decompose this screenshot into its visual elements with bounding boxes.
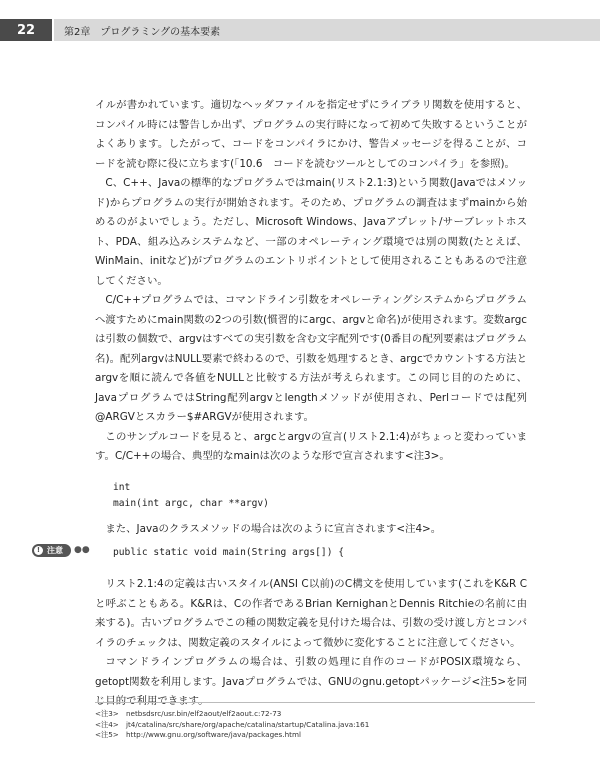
page-header [0,0,600,40]
note-tag [32,544,71,557]
footnote: <注3> netbsdsrc/usr.bin/elf2aout/elf2aout.c:72-73 [95,709,282,718]
page-body [95,96,527,712]
footnote: <注5> http://www.gnu.org/software/java/packages.html [95,730,301,739]
paragraph: コマンドラインプログラムの場合は、引数の処理に自作のコードがPOSIX環境なら、getopt関数を利用します。Javaプログラムでは、GNUのgnu.getoptパッケージ<注5>を同じ目的で利用できます。 [95,656,527,707]
chapter-title: 第2章 プログラミングの基本要素 [54,19,600,41]
footnotes [95,702,535,741]
note-dots: ●● [74,545,90,555]
page-number: 22 [0,19,52,41]
paragraph: C/C++プログラムでは、コマンドライン引数をオペレーティングシステムからプログラムへ渡すためにmain関数の2つの引数(慣習的にargc、argvと命名)が使用されます。変数argcは引数の個数で、argvはすべての実引数を含む文字配列です(0番目の配列要素はプログラム名)。配列argvはNULL要素で終わるので、引数を処理するとき、argcでカウントする方法とargvを順に読んで各値をNULLと比較する方法が考えられます。この同じ目的のために、JavaプログラムではString配列argvとlengthメソッドが使用され、Perlコードでは配列@ARGVとスカラー$#ARGVが使用されます。 [95,294,527,423]
paragraph: このサンプルコードを見ると、argcとargvの宣言(リスト2.1:4)がちょっと変わっています。C/C++の場合、典型的なmainは次のような形で宣言されます<注3>。 [95,430,527,462]
paragraph: C、C++、Javaの標準的なプログラムではmain(リスト2.1:3)という関数(Javaではメソッド)からプログラムの実行が開始されます。そのため、プログラムの調査はまずmainから始めるのがよいでしょう。ただし、Microsoft Windows、Javaアプレット/サーブレットホスト、PDA、組み込みシステムなど、一部のオペレーティング環境では別の関数(たとえば、WinMain、initなど)がプログラムのエントリポイントとして使用されることもあるので注意してください。 [95,177,527,287]
paragraph: また、Javaのクラスメソッドの場合は次のように宣言されます<注4>。 [105,522,442,535]
note-marker [32,543,92,557]
code-block: public static void main(String args[]) { [113,547,345,558]
note-paragraph: リスト2.1:4の定義は古いスタイル(ANSI C以前)のC構文を使用しています(これをK&R Cと呼ぶこともある。K&Rは、Cの作者であるBrian KernighanとDennis Ritchieの名前に由来する)。古いプログラムでこの種の関数定義を見付けた場合は、引数の受け渡し方とコンパイラのチェックは、関数定義のスタイルによって微妙に変化することに注意してください。 [95,578,527,649]
paragraph: イルが書かれています。適切なヘッダファイルを指定せずにライブラリ関数を使用すると、コンパイル時には警告しか出ず、プログラムの実行時になって初めて失敗するということがよくあります。したがって、コードをコンパイラにかけ、警告メッセージを得ることが、コードを読む際に役に立ちます(「10.6 コードを読むツールとしてのコンパイラ」を参照)。 [95,99,527,170]
note-label-text: 注意 [47,545,63,555]
exclamation-icon: ! [34,546,43,555]
footnote: <注4> jt4/catalina/src/share/org/apache/catalina/startup/Catalina.java:161 [95,719,370,729]
code-block: int main(int argc, char **argv) [113,481,269,509]
